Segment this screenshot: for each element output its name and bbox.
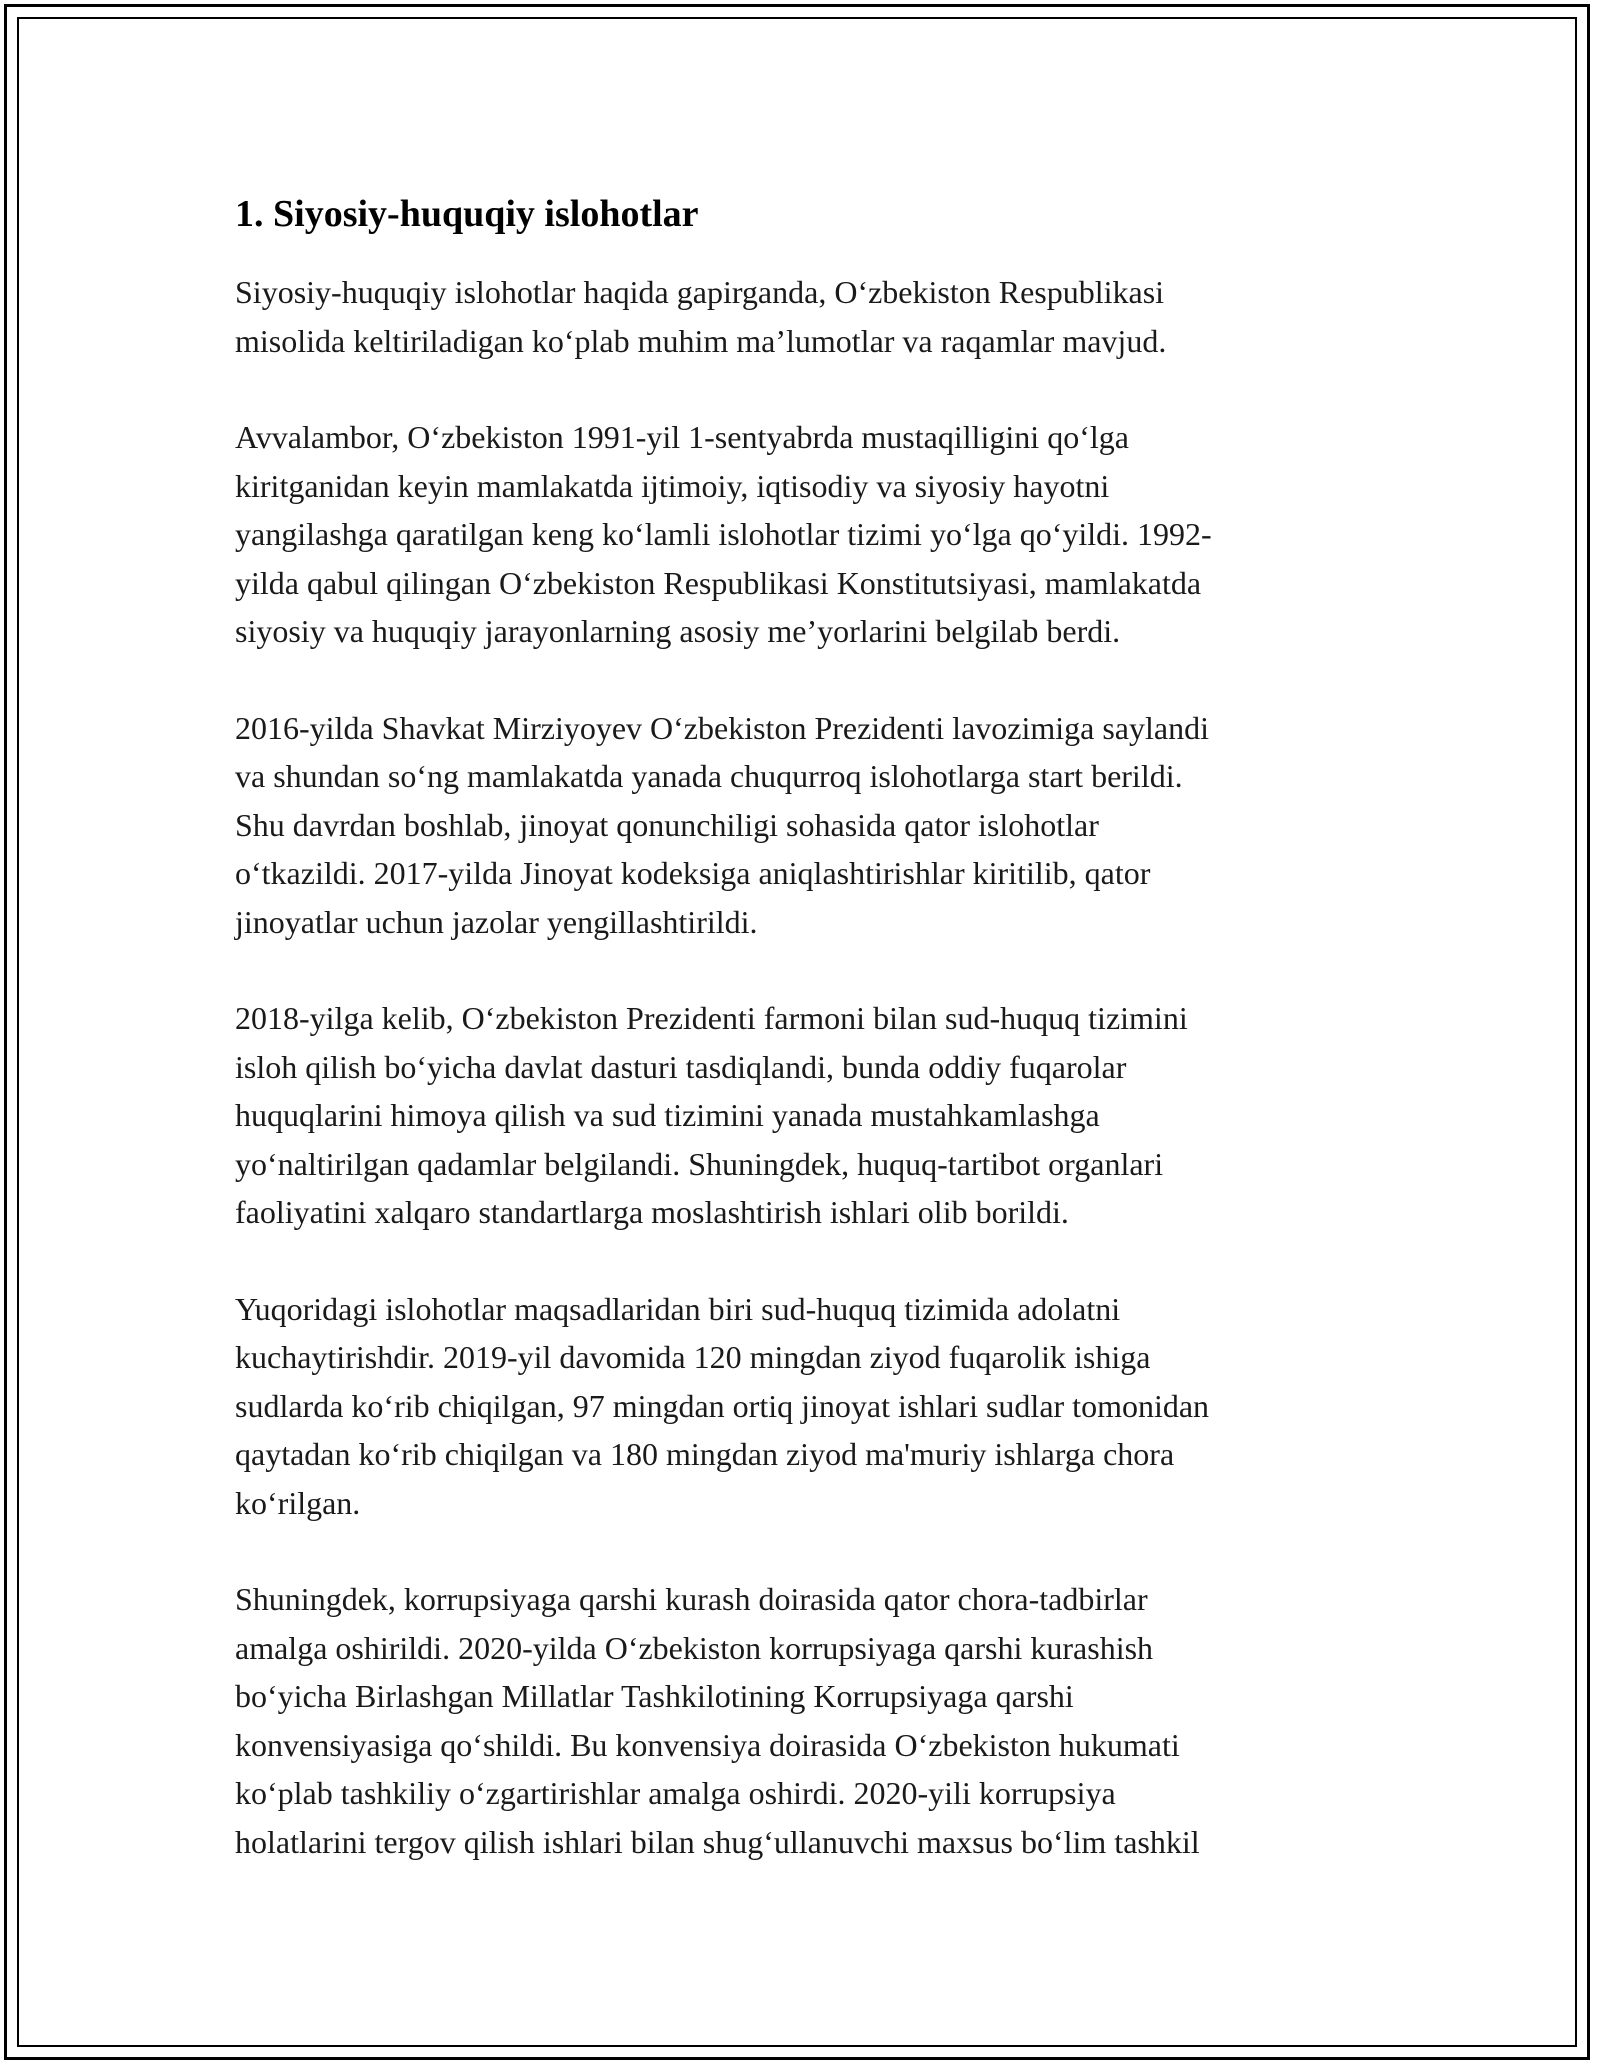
paragraph bbox=[235, 1575, 1365, 1866]
text-line: o‘tkazildi. 2017-yilda Jinoyat kodeksiga aniqlashtirishlar kiritilib, qator bbox=[235, 855, 1151, 891]
text-line: kuchaytirishdir. 2019-yil davomida 120 mingdan ziyod fuqarolik ishiga bbox=[235, 1339, 1151, 1375]
section-heading: 1. Siyosiy-huquqiy islohotlar bbox=[235, 193, 699, 235]
text-line: kiritganidan keyin mamlakatda ijtimoiy, iqtisodiy va siyosiy hayotni bbox=[235, 467, 1110, 504]
text-line: faoliyatini xalqaro standartlarga moslashtirish ishlari olib borildi. bbox=[235, 1194, 1069, 1230]
text-line: yangilashga qaratilgan keng ko‘lamli islohotlar tizimi yo‘lga qo‘yildi. 1992- bbox=[235, 516, 1212, 552]
text-line: yilda qabul qilingan O‘zbekiston Respublikasi Konstitutsiyasi, mamlakatda bbox=[235, 564, 1202, 601]
text-line: yo‘naltirilgan qadamlar belgilandi. Shuningdek, huquq-tartibot organlari bbox=[235, 1145, 1164, 1182]
text-line: ko‘rilgan. bbox=[235, 1484, 361, 1521]
text-line: Shu davrdan boshlab, jinoyat qonunchiligi sohasida qator islohotlar bbox=[235, 806, 1099, 843]
text-line: Siyosiy-huquqiy islohotlar haqida gapirganda, O‘zbekiston Respublikasi bbox=[235, 274, 1165, 310]
text-line: isloh qilish bo‘yicha davlat dasturi tasdiqlandi, bunda oddiy fuqarolar bbox=[235, 1048, 1127, 1085]
text-line: konvensiyasiga qo‘shildi. Bu konvensiya doirasida O‘zbekiston hukumati bbox=[235, 1726, 1180, 1763]
document-body bbox=[235, 190, 1365, 1914]
text-line: sudlarda ko‘rib chiqilgan, 97 mingdan ortiq jinoyat ishlari sudlar tomonidan bbox=[235, 1387, 1210, 1424]
text-line: huquqlarini himoya qilish va sud tizimini yanada mustahkamlashga bbox=[235, 1097, 1100, 1133]
text-line: Avvalambor, O‘zbekiston 1991-yil 1-sentyabrda mustaqilligini qo‘lga bbox=[235, 419, 1129, 455]
text-line: 2018-yilga kelib, O‘zbekiston Prezidenti farmoni bilan sud-huquq tizimini bbox=[235, 1000, 1188, 1036]
text-line: amalga oshirildi. 2020-yilda O‘zbekiston korrupsiyaga qarshi kurashish bbox=[235, 1629, 1154, 1666]
text-line: jinoyatlar uchun jazolar yengillashtirildi. bbox=[235, 903, 758, 940]
paragraph bbox=[235, 704, 1365, 947]
text-line: ko‘plab tashkiliy o‘zgartirishlar amalga oshirdi. 2020-yili korrupsiya bbox=[235, 1775, 1116, 1811]
text-line: qaytadan ko‘rib chiqilgan va 180 mingdan ziyod ma'muriy ishlarga chora bbox=[235, 1436, 1175, 1472]
text-line: siyosiy va huquqiy jarayonlarning asosiy me’yorlarini belgilab berdi. bbox=[235, 613, 1121, 649]
text-line: Shuningdek, korrupsiyaga qarshi kurash doirasida qator chora-tadbirlar bbox=[235, 1581, 1148, 1617]
paragraph bbox=[235, 994, 1365, 1237]
paragraph bbox=[235, 1285, 1365, 1528]
text-line: va shundan so‘ng mamlakatda yanada chuqurroq islohotlarga start berildi. bbox=[235, 758, 1183, 794]
text-line: Yuqoridagi islohotlar maqsadlaridan biri sud-huquq tizimida adolatni bbox=[235, 1290, 1121, 1327]
paragraph bbox=[235, 413, 1365, 656]
text-line: misolida keltiriladigan ko‘plab muhim ma’lumotlar va raqamlar mavjud. bbox=[235, 322, 1167, 359]
paragraph bbox=[235, 268, 1365, 365]
text-line: bo‘yicha Birlashgan Millatlar Tashkilotining Korrupsiyaga qarshi bbox=[235, 1678, 1074, 1714]
text-line: 2016-yilda Shavkat Mirziyoyev O‘zbekiston Prezidenti lavozimiga saylandi bbox=[235, 709, 1209, 746]
text-line: holatlarini tergov qilish ishlari bilan shug‘ullanuvchi maxsus bo‘lim tashkil bbox=[235, 1823, 1200, 1860]
